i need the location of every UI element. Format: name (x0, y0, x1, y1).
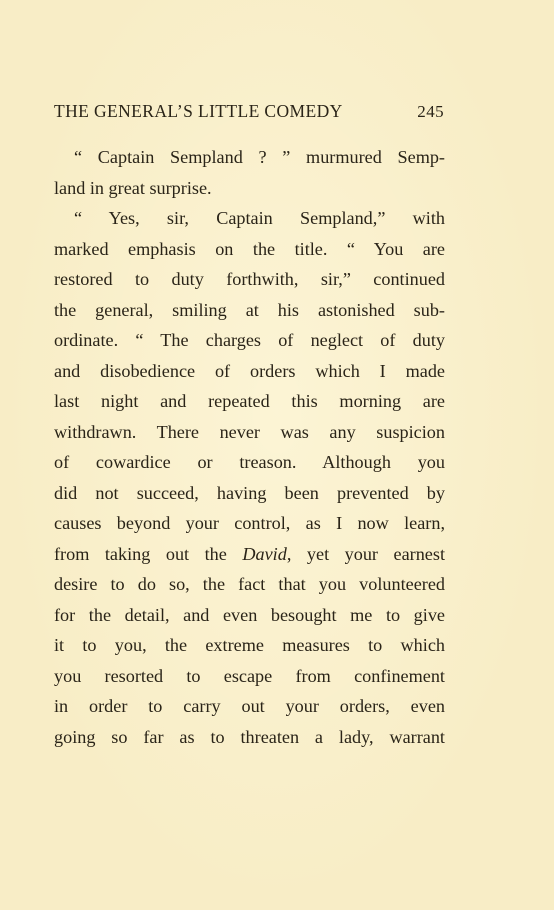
text-span: , yet your earnest (286, 543, 445, 564)
text-line: restored to duty forthwith, sir,” continued (54, 269, 445, 289)
text-line: it to you, the extreme measures to which (54, 635, 445, 655)
running-head (54, 101, 444, 127)
text-line: the general, smiling at his astonished sub- (54, 299, 445, 320)
text-line: “ Captain Sempland ? ” murmured Semp- (74, 147, 445, 167)
text-line: ordinate. “ The charges of neglect of duty (54, 330, 445, 350)
text-line: for the detail, and even besought me to give (54, 604, 445, 625)
text-line: desire to do so, the fact that you volunteered (54, 574, 445, 594)
text-line: did not succeed, having been prevented by (54, 482, 445, 503)
text-line: you resorted to escape from confinement (54, 665, 445, 686)
text-line: causes beyond your control, as I now learn, (54, 513, 445, 533)
text-span: from taking out the (54, 543, 243, 564)
text-line: of cowardice or treason. Although you (54, 452, 445, 472)
text-line: last night and repeated this morning are (54, 391, 445, 411)
text-line: marked emphasis on the title. “ You are (54, 238, 445, 259)
text-line: land in great surprise. (54, 177, 212, 198)
running-head-title: THE GENERAL’S LITTLE COMEDY (54, 101, 343, 121)
text-line (54, 539, 445, 570)
body-text (54, 142, 445, 752)
text-line: in order to carry out your orders, even (54, 696, 445, 716)
text-line: withdrawn. There never was any suspicion (54, 421, 445, 442)
text-line: and disobedience of orders which I made (54, 360, 445, 381)
ship-name-italic: David (242, 543, 287, 564)
text-line: “ Yes, sir, Captain Sempland,” with (74, 208, 445, 228)
text-line: going so far as to threaten a lady, warrant (54, 726, 445, 747)
page-number: 245 (417, 102, 444, 121)
